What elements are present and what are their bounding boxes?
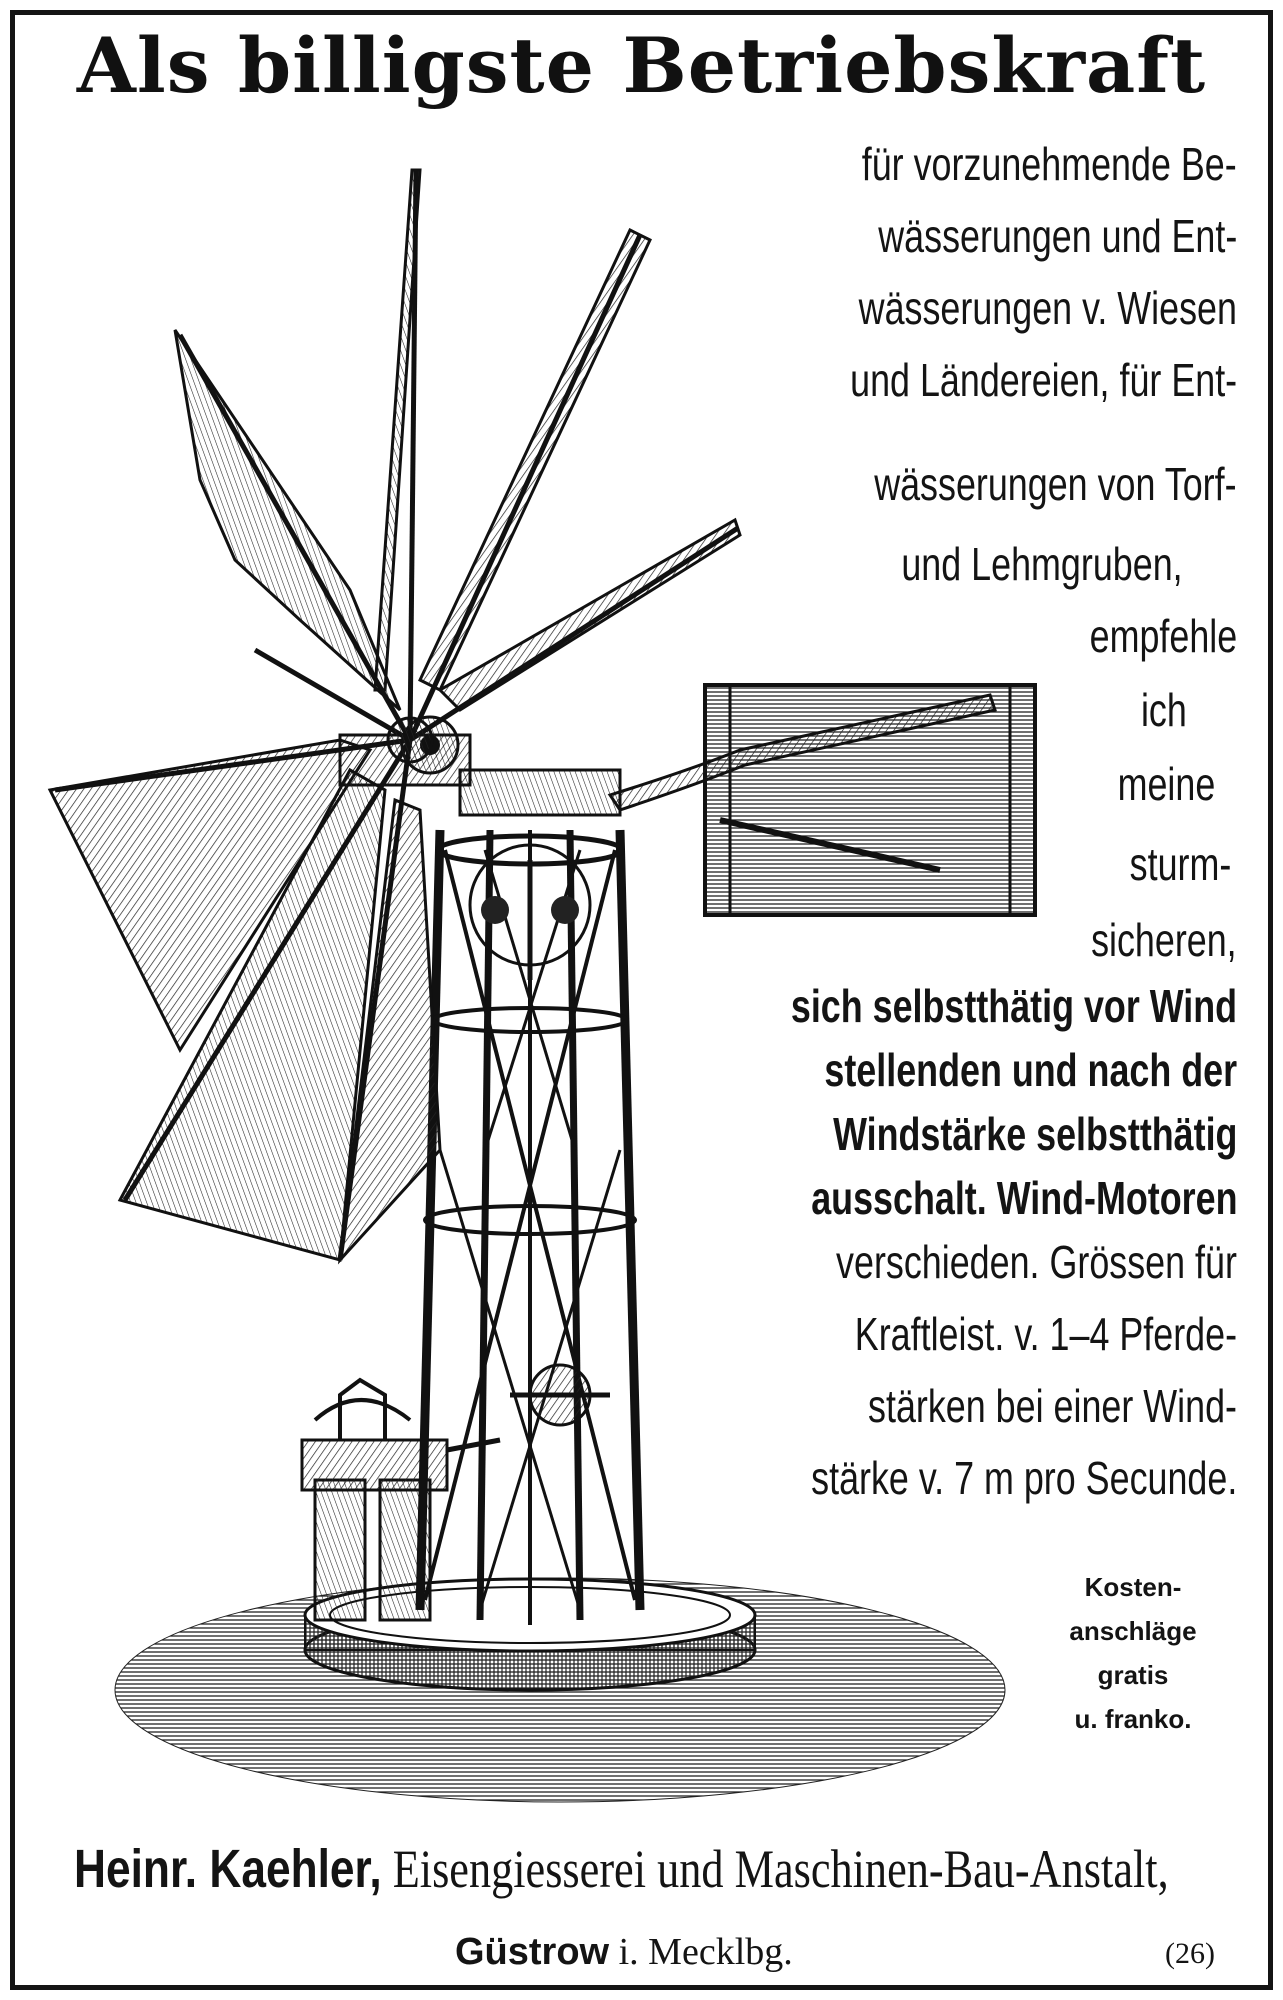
location-line [455, 1930, 793, 1974]
closing-line: stärken bei einer Wind- [868, 1380, 1237, 1432]
body-line: für vorzunehmende Be- [862, 138, 1237, 190]
headline: Als billigste Betriebskraft [76, 21, 1207, 110]
cost-note-line: anschläge [1069, 1616, 1197, 1646]
tail-vane [610, 685, 1035, 915]
body-line: sturm- [1129, 838, 1231, 890]
body-line: und Ländereien, für Ent- [850, 354, 1237, 406]
city-name: Güstrow [455, 1931, 610, 1973]
body-line: empfehle [1089, 610, 1237, 662]
body-line: meine [1117, 758, 1215, 810]
body-line: und Lehmgruben, [901, 538, 1183, 590]
body-line: sicheren, [1091, 914, 1237, 966]
cost-note-line: Kosten- [1084, 1572, 1182, 1602]
emphasis-line: stellenden und nach der [824, 1044, 1237, 1096]
region-name: i. Mecklbg. [618, 1931, 793, 1973]
emphasis-line: sich selbstthätig vor Wind [790, 980, 1237, 1032]
closing-line: Kraftleist. v. 1–4 Pferde- [854, 1308, 1237, 1360]
cost-note [1048, 1565, 1218, 1741]
cost-note-line: u. franko. [1074, 1704, 1192, 1734]
body-line: wässerungen v. Wiesen [858, 282, 1237, 334]
emphasis-line: Windstärke selbstthätig [832, 1108, 1237, 1160]
page-number: (26) [1165, 1937, 1215, 1970]
body-line: wässerungen und Ent- [877, 210, 1237, 262]
body-line: ich [1141, 684, 1187, 736]
rotor-blades [50, 170, 740, 1260]
closing-line: verschieden. Grössen für [836, 1236, 1237, 1288]
emphasis-line: ausschalt. Wind-Motoren [810, 1172, 1237, 1224]
body-line: wässerungen von Torf- [874, 458, 1237, 510]
company-line [74, 1838, 1169, 1900]
closing-line: stärke v. 7 m pro Secunde. [810, 1452, 1237, 1504]
business-description: Eisengiesserei und Maschinen-Bau-Anstalt, [392, 1839, 1169, 1899]
cost-note-line: gratis [1097, 1660, 1169, 1690]
company-name: Heinr. Kaehler, [74, 1839, 382, 1899]
